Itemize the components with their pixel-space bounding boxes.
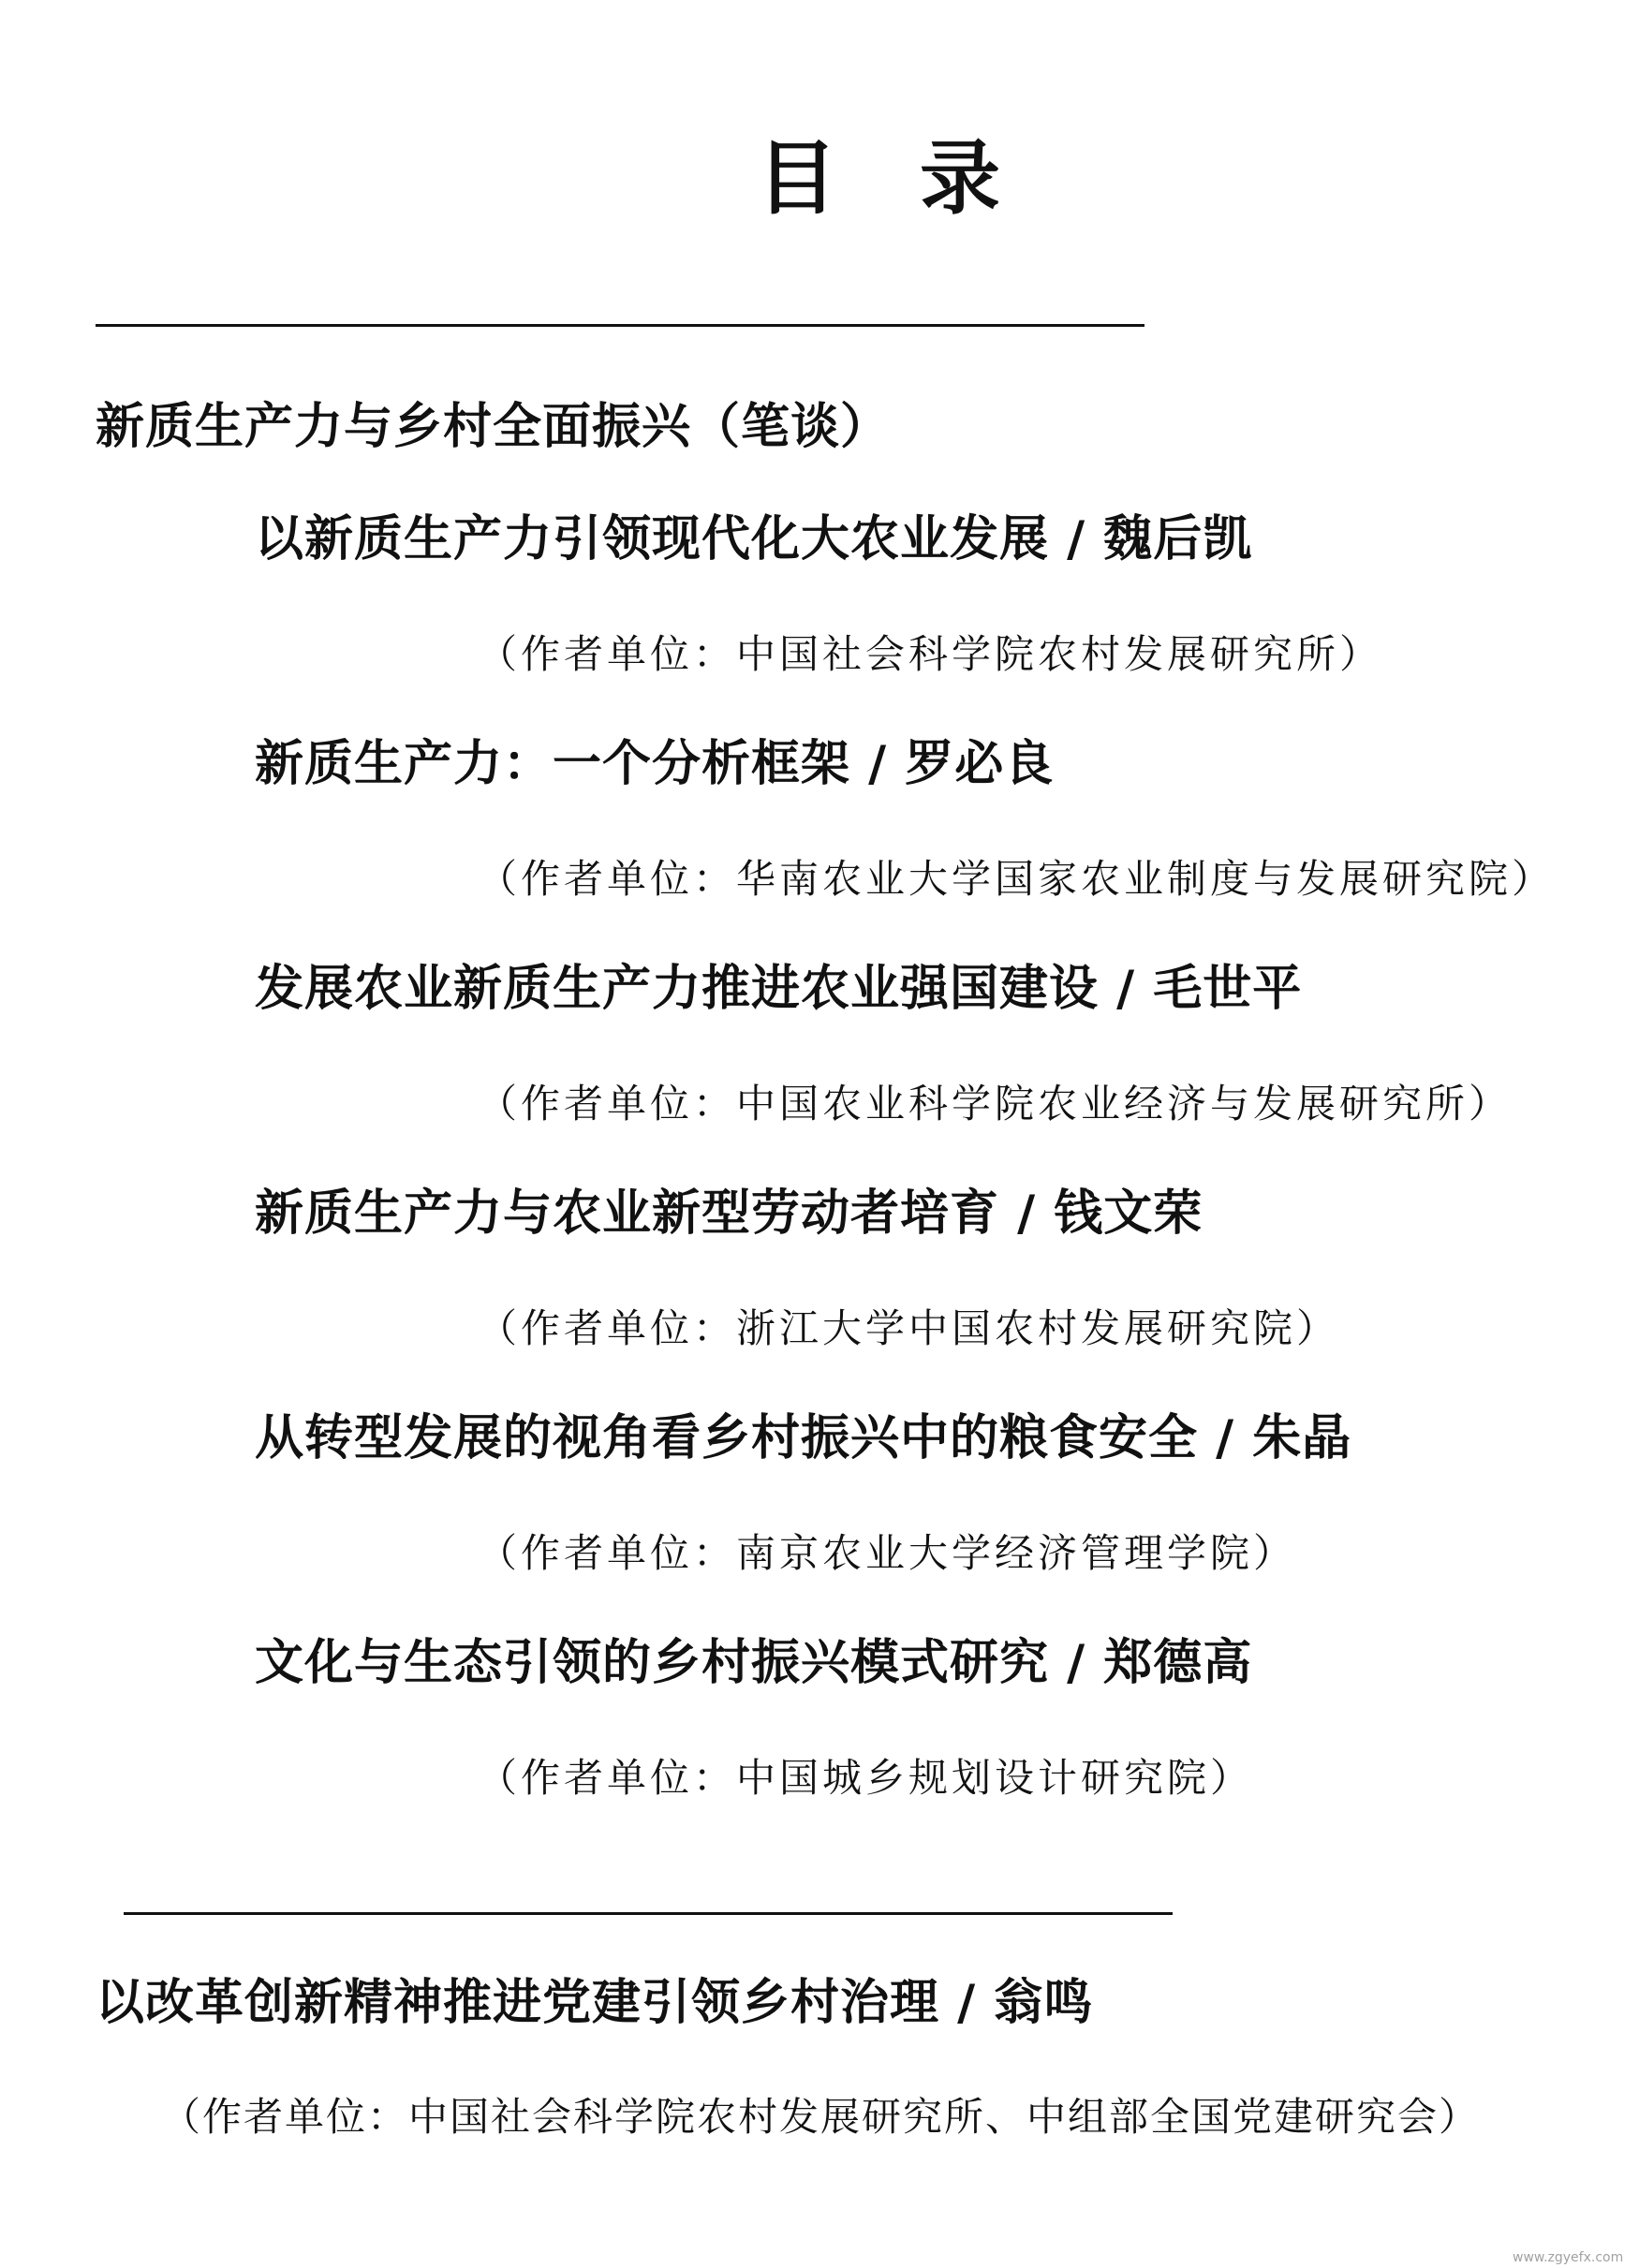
section-heading: 新质生产力与乡村全面振兴（笔谈） [96, 399, 891, 455]
article-title-1[interactable]: 以新质生产力引领现代化大农业发展 / 魏后凯 [255, 511, 1253, 567]
page-title [757, 132, 1000, 226]
article-affiliation-4: （作者单位：浙江大学中国农村发展研究院） [478, 1305, 1340, 1351]
page-title-char-1: 目 [757, 132, 837, 226]
top-divider [96, 324, 1144, 327]
article-affiliation-5: （作者单位：南京农业大学经济管理学院） [478, 1530, 1297, 1576]
page-title-char-2: 录 [920, 132, 1000, 226]
article-title-2[interactable]: 新质生产力：一个分析框架 / 罗必良 [255, 736, 1055, 792]
bottom-divider [124, 1912, 1173, 1915]
article-title-3[interactable]: 发展农业新质生产力推进农业强国建设 / 毛世平 [255, 961, 1303, 1017]
article-affiliation-6: （作者单位：中国城乡规划设计研究院） [478, 1755, 1254, 1801]
article-affiliation-3: （作者单位：中国农业科学院农业经济与发展研究所） [478, 1081, 1513, 1127]
article-title-6[interactable]: 文化与生态引领的乡村振兴模式研究 / 郑德高 [255, 1635, 1253, 1691]
article-affiliation-2: （作者单位：华南农业大学国家农业制度与发展研究院） [478, 856, 1556, 902]
standalone-article-title[interactable]: 以改革创新精神推进党建引领乡村治理 / 翁鸣 [96, 1975, 1094, 2031]
watermark: www.zgyefx.com [1513, 2250, 1624, 2265]
article-title-5[interactable]: 从转型发展的视角看乡村振兴中的粮食安全 / 朱晶 [255, 1410, 1352, 1466]
standalone-article-affiliation: （作者单位：中国社会科学院农村发展研究所、中组部全国党建研究会） [161, 2094, 1481, 2140]
article-title-4[interactable]: 新质生产力与农业新型劳动者培育 / 钱文荣 [255, 1186, 1203, 1242]
article-affiliation-1: （作者单位：中国社会科学院农村发展研究所） [478, 631, 1383, 677]
